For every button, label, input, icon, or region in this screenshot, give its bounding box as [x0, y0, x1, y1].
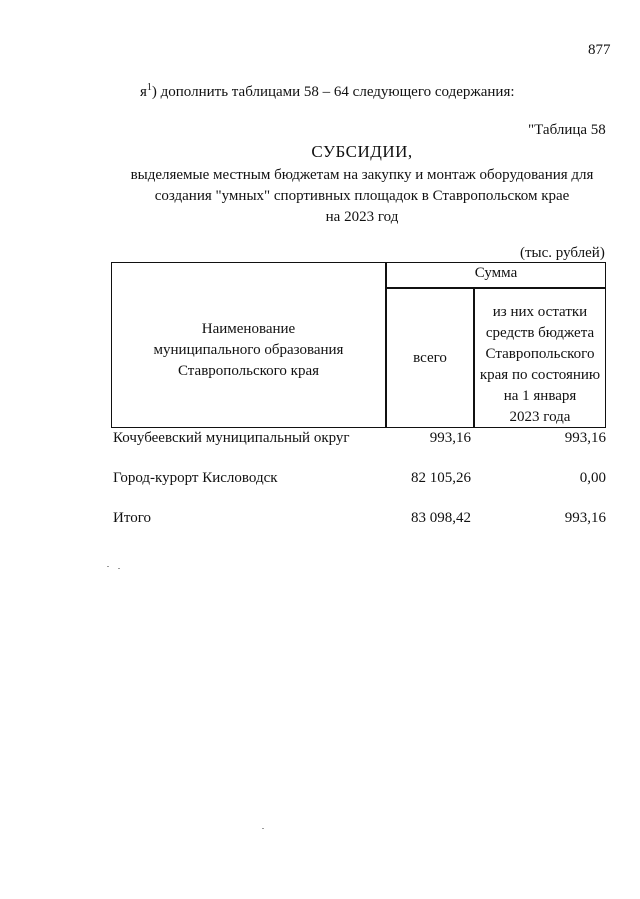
subtitle-line: выделяемые местным бюджетам на закупку и монтаж оборудования для	[130, 167, 594, 183]
header-divider	[385, 287, 606, 289]
header-remainder	[475, 302, 605, 428]
table-row-name: Кочубеевский муниципальный округ	[113, 430, 350, 446]
amendment-text	[140, 82, 515, 101]
header-line: на 1 января	[503, 388, 577, 404]
header-total: всего	[413, 350, 447, 366]
header-line: 2023 года	[509, 409, 571, 425]
document-subtitle	[0, 165, 640, 228]
amendment-prefix: я	[140, 84, 147, 100]
header-municipality	[112, 319, 385, 382]
header-line: Ставропольского	[485, 346, 595, 362]
scan-speck	[118, 568, 120, 569]
header-line: Ставропольского края	[178, 363, 319, 379]
table-reference: "Таблица 58	[528, 122, 606, 138]
subtitle-line: на 2023 год	[325, 209, 399, 225]
units-label: (тыс. рублей)	[520, 245, 605, 261]
table-row-name: Город-курорт Кисловодск	[113, 470, 278, 486]
page-number: 877	[588, 42, 611, 58]
table-row-total: 82 105,26	[411, 470, 471, 486]
table-row-remainder: 993,16	[564, 510, 606, 526]
table-row-total: 83 098,42	[411, 510, 471, 526]
table-row-remainder: 993,16	[564, 430, 606, 446]
table-row-name: Итого	[113, 510, 151, 526]
header-sum: Сумма	[474, 265, 518, 281]
amendment-superscript: 1	[146, 82, 152, 93]
header-line: из них остатки	[492, 304, 588, 320]
header-line: Наименование	[201, 321, 296, 337]
amendment-body: ) дополнить таблицами 58 – 64 следующего содержания:	[151, 84, 515, 100]
table-row-remainder: 0,00	[579, 470, 606, 486]
header-line: муниципального образования	[153, 342, 344, 358]
header-line: края по состоянию	[479, 367, 601, 383]
header-line: средств бюджета	[485, 325, 595, 341]
document-title: СУБСИДИИ,	[311, 142, 413, 161]
table-row-total: 993,16	[429, 430, 471, 446]
scan-speck	[107, 566, 109, 567]
subtitle-line: создания "умных" спортивных площадок в Ставропольском крае	[154, 188, 570, 204]
scan-speck	[262, 828, 264, 829]
